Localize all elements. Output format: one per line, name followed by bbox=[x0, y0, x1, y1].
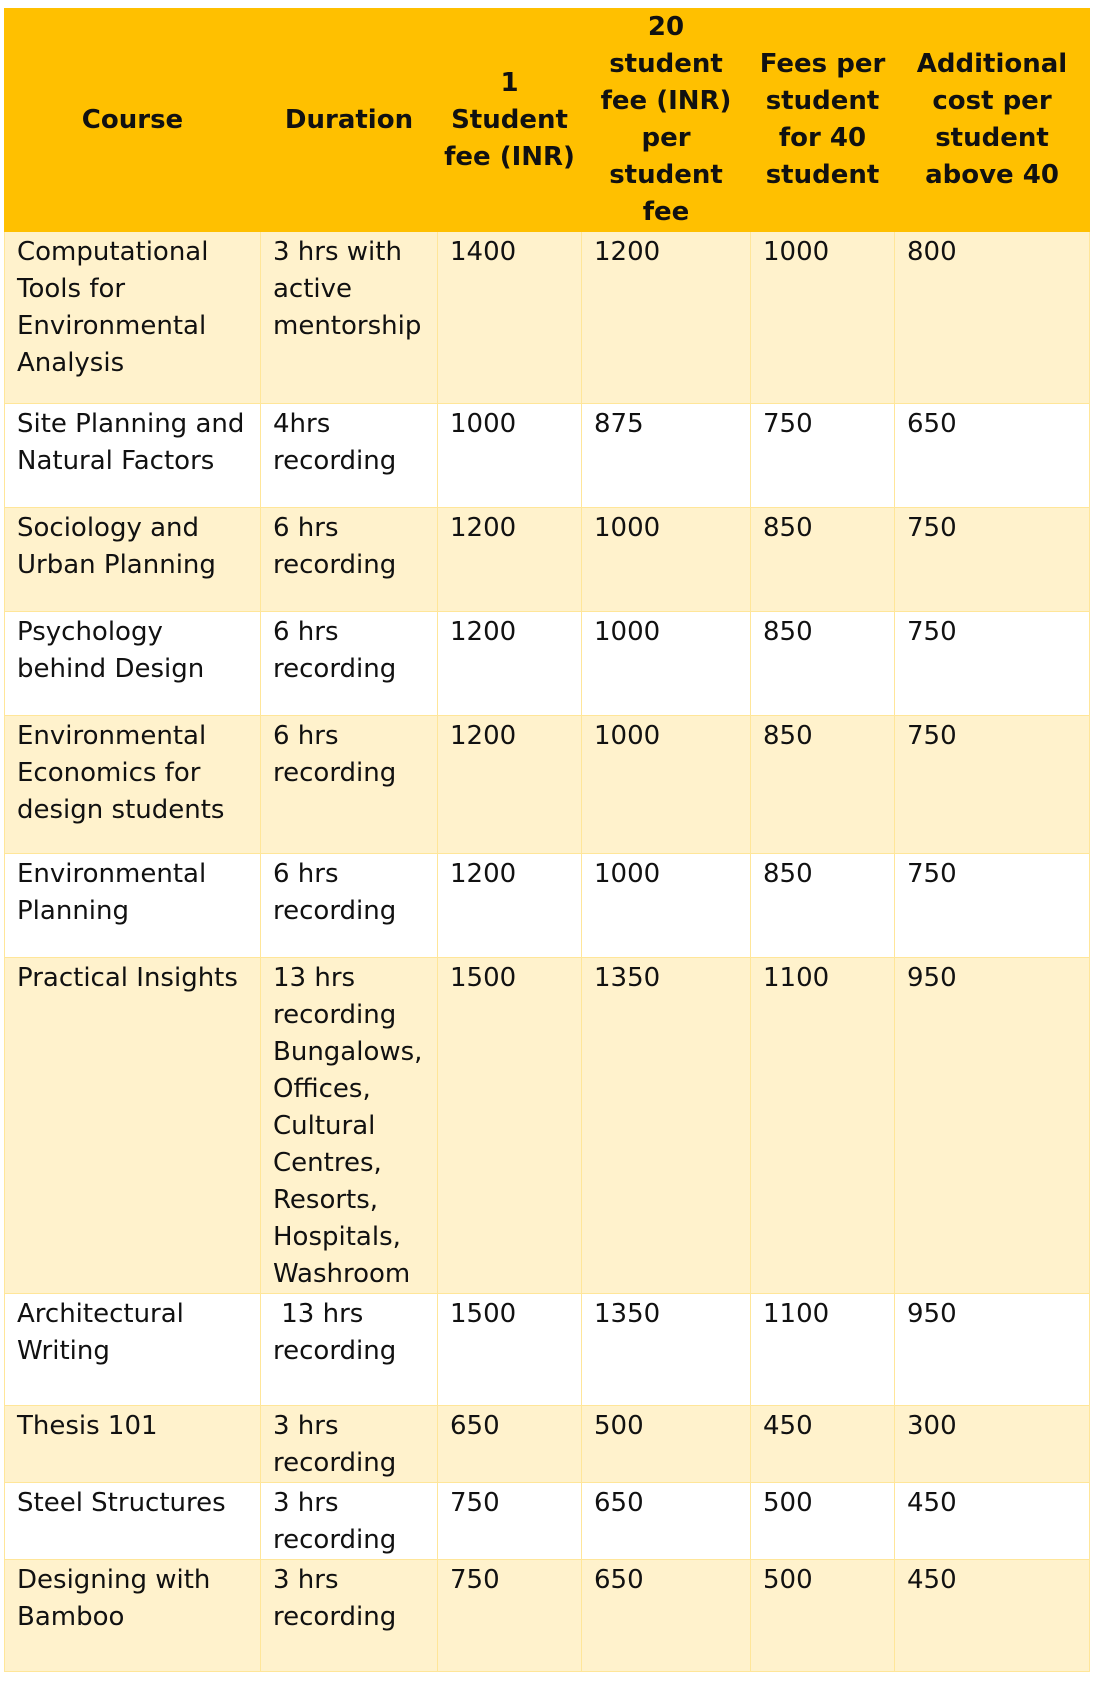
table-row bbox=[5, 232, 1090, 404]
cell-fee-40: 500 bbox=[751, 1483, 895, 1560]
cell-course: Environmental Economics for design students bbox=[5, 716, 261, 854]
header-additional-cost: Additional cost per student above 40 bbox=[895, 9, 1090, 232]
cell-fee-20: 1350 bbox=[582, 1294, 751, 1406]
header-twenty-student-fee: 20 student fee (INR) per student fee bbox=[582, 9, 751, 232]
table-row bbox=[5, 1294, 1090, 1406]
cell-fee-1: 1200 bbox=[438, 508, 582, 612]
cell-duration: 3 hrs recording bbox=[261, 1406, 438, 1483]
cell-duration: 13 hrs recording Bungalows, Offices, Cultural Centres, Resorts, Hospitals, Washroom bbox=[261, 958, 438, 1294]
cell-duration: 6 hrs recording bbox=[261, 716, 438, 854]
cell-additional: 300 bbox=[895, 1406, 1090, 1483]
fee-table bbox=[4, 8, 1090, 1672]
cell-duration: 6 hrs recording bbox=[261, 854, 438, 958]
header-forty-student-fee: Fees per student for 40 student bbox=[751, 9, 895, 232]
cell-course: Architectural Writing bbox=[5, 1294, 261, 1406]
cell-fee-20: 1000 bbox=[582, 508, 751, 612]
table-row bbox=[5, 716, 1090, 854]
cell-additional: 950 bbox=[895, 1294, 1090, 1406]
cell-fee-40: 500 bbox=[751, 1560, 895, 1672]
header-one-student-fee: 1 Student fee (INR) bbox=[438, 9, 582, 232]
cell-course: Designing with Bamboo bbox=[5, 1560, 261, 1672]
cell-duration: 13 hrs recording bbox=[261, 1294, 438, 1406]
cell-fee-40: 850 bbox=[751, 854, 895, 958]
cell-additional: 450 bbox=[895, 1560, 1090, 1672]
cell-fee-20: 1200 bbox=[582, 232, 751, 404]
cell-fee-40: 1000 bbox=[751, 232, 895, 404]
cell-fee-40: 1100 bbox=[751, 958, 895, 1294]
cell-fee-40: 750 bbox=[751, 404, 895, 508]
header-duration: Duration bbox=[261, 9, 438, 232]
table-row bbox=[5, 958, 1090, 1294]
cell-course: Site Planning and Natural Factors bbox=[5, 404, 261, 508]
cell-fee-1: 650 bbox=[438, 1406, 582, 1483]
cell-fee-20: 875 bbox=[582, 404, 751, 508]
cell-additional: 800 bbox=[895, 232, 1090, 404]
cell-fee-1: 1500 bbox=[438, 1294, 582, 1406]
cell-duration: 3 hrs recording bbox=[261, 1483, 438, 1560]
cell-fee-40: 850 bbox=[751, 508, 895, 612]
cell-fee-20: 650 bbox=[582, 1483, 751, 1560]
cell-course: Thesis 101 bbox=[5, 1406, 261, 1483]
table-row bbox=[5, 1483, 1090, 1560]
cell-course: Environmental Planning bbox=[5, 854, 261, 958]
cell-fee-40: 1100 bbox=[751, 1294, 895, 1406]
table-row bbox=[5, 1560, 1090, 1672]
header-row bbox=[5, 9, 1090, 232]
cell-additional: 650 bbox=[895, 404, 1090, 508]
cell-additional: 750 bbox=[895, 716, 1090, 854]
table-row bbox=[5, 1406, 1090, 1483]
cell-duration: 6 hrs recording bbox=[261, 612, 438, 716]
cell-fee-1: 750 bbox=[438, 1560, 582, 1672]
table-row bbox=[5, 612, 1090, 716]
cell-fee-40: 850 bbox=[751, 716, 895, 854]
cell-course: Steel Structures bbox=[5, 1483, 261, 1560]
cell-duration: 3 hrs with active mentorship bbox=[261, 232, 438, 404]
cell-fee-20: 1000 bbox=[582, 716, 751, 854]
cell-fee-1: 1000 bbox=[438, 404, 582, 508]
cell-additional: 950 bbox=[895, 958, 1090, 1294]
cell-duration: 4hrs recording bbox=[261, 404, 438, 508]
cell-fee-1: 1200 bbox=[438, 612, 582, 716]
table-row bbox=[5, 854, 1090, 958]
cell-additional: 750 bbox=[895, 612, 1090, 716]
cell-course: Practical Insights bbox=[5, 958, 261, 1294]
cell-fee-20: 1000 bbox=[582, 612, 751, 716]
cell-fee-20: 650 bbox=[582, 1560, 751, 1672]
cell-fee-1: 1400 bbox=[438, 232, 582, 404]
header-course: Course bbox=[5, 9, 261, 232]
cell-fee-1: 750 bbox=[438, 1483, 582, 1560]
cell-fee-40: 450 bbox=[751, 1406, 895, 1483]
cell-fee-20: 1350 bbox=[582, 958, 751, 1294]
cell-additional: 750 bbox=[895, 508, 1090, 612]
cell-fee-1: 1200 bbox=[438, 716, 582, 854]
cell-course: Computational Tools for Environmental Analysis bbox=[5, 232, 261, 404]
cell-additional: 450 bbox=[895, 1483, 1090, 1560]
cell-duration: 6 hrs recording bbox=[261, 508, 438, 612]
cell-additional: 750 bbox=[895, 854, 1090, 958]
cell-duration: 3 hrs recording bbox=[261, 1560, 438, 1672]
cell-fee-1: 1200 bbox=[438, 854, 582, 958]
cell-fee-1: 1500 bbox=[438, 958, 582, 1294]
cell-fee-20: 1000 bbox=[582, 854, 751, 958]
cell-course: Sociology and Urban Planning bbox=[5, 508, 261, 612]
cell-course: Psychology behind Design bbox=[5, 612, 261, 716]
cell-fee-40: 850 bbox=[751, 612, 895, 716]
table-row bbox=[5, 508, 1090, 612]
table-row bbox=[5, 404, 1090, 508]
cell-fee-20: 500 bbox=[582, 1406, 751, 1483]
